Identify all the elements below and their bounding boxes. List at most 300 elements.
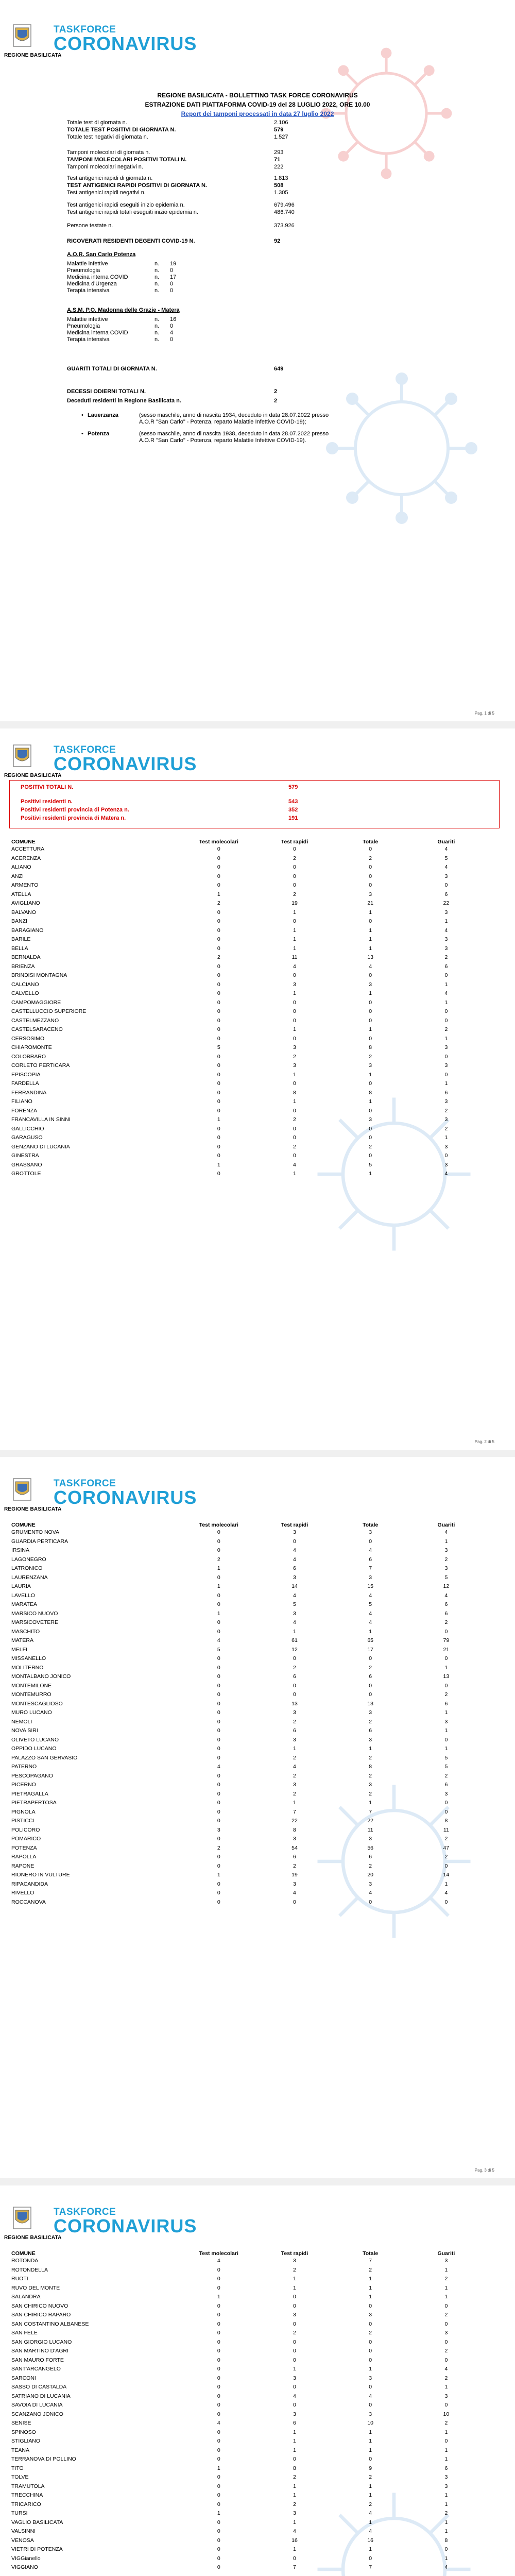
table-row [10,1088,484,1097]
table-cell: 4 [217,1764,220,1770]
table-row [10,899,484,908]
table-cell: 8 [444,1818,448,1824]
table-row [10,1016,484,1025]
table-cell: 1 [293,909,296,916]
table-cell: 0 [444,1008,448,1015]
table-row [10,1106,484,1115]
comune-name: GROTTOLE [11,1171,41,1177]
table-cell: 0 [217,1574,220,1581]
table-cell: 2 [369,2501,372,2507]
table-cell: 7 [293,1808,296,1815]
table-cell: 0 [217,1890,220,1896]
table-cell: 3 [293,1574,296,1581]
table-cell: 1 [369,990,372,997]
table-body [10,1528,484,1907]
table-cell: 0 [217,2393,220,2399]
table-row [10,944,484,953]
table-cell: 1 [369,909,372,916]
table-row [10,1835,484,1844]
table-cell: 1 [444,2384,448,2391]
col-gua: Guariti [437,1521,455,1528]
comune-name: BARAGIANO [11,927,44,934]
ward-n: n. [154,274,160,280]
comune-name: LAVELLO [11,1592,35,1599]
table-cell: 1 [217,2510,220,2517]
table-cell: 2 [369,2330,372,2336]
table-cell: 1 [444,2555,448,2562]
comune-name: FERRANDINA [11,1089,47,1096]
table-cell: 0 [293,1899,296,1905]
table-cell: 1 [369,2546,372,2553]
table-cell: 0 [217,1700,220,1707]
comune-name: SATRIANO DI LUCANIA [11,2393,71,2399]
comune-name: MONTEMURRO [11,1691,52,1698]
table-cell: 0 [217,2483,220,2489]
table-cell: 15 [367,1583,373,1590]
table-cell: 3 [369,1529,372,1536]
table-cell: 2 [444,2276,448,2282]
table-cell: 0 [217,2438,220,2445]
comune-name: FORENZA [11,1107,38,1114]
asm-title: A.S.M. P.O. Madonna delle Grazie - Matera [67,307,180,313]
comune-name: RIVELLO [11,1890,35,1896]
table-row [10,1672,484,1682]
comune-name: CERSOSIMO [11,1035,45,1042]
table-cell: 0 [293,1125,296,1132]
table-cell: 0 [293,882,296,889]
table-row [10,989,484,998]
table-row [10,1034,484,1043]
table-cell: 0 [217,864,220,871]
table-cell: 0 [293,1538,296,1545]
table-cell: 3 [293,1836,296,1842]
table-header-row [10,2247,484,2257]
table-cell: 47 [443,1844,450,1851]
table-cell: 1 [444,2528,448,2535]
table-cell: 0 [217,882,220,889]
comune-name: CASTELLUCCIO SUPERIORE [11,1008,87,1015]
table-cell: 19 [291,900,298,907]
comune-name: SAN MAURO FORTE [11,2357,64,2363]
comune-name: GENZANO DI LUCANIA [11,1143,70,1150]
table-cell: 0 [217,1125,220,1132]
table-cell: 2 [293,1772,296,1779]
table-cell: 0 [217,2429,220,2435]
table-cell: 0 [217,963,220,970]
death-1-text: (sesso maschile, anno di nascita 1934, deceduto in data 28.07.2022 presso A.O.R "San Carlo" - Potenza, reparto Malattie Infettive COVID-19); [139,412,329,425]
table-cell: 1 [293,1071,296,1078]
table-cell: 0 [217,1035,220,1042]
table-cell: 0 [217,846,220,853]
table-cell: 14 [291,1583,298,1590]
table-cell: 13 [443,1673,450,1680]
table-cell: 7 [293,2564,296,2571]
stat-rap-pos-value: 508 [274,182,284,189]
table-cell: 2 [293,1790,296,1797]
page-number: Pag. 3 di 5 [474,2168,494,2173]
table-row [10,1799,484,1808]
table-cell: 2 [217,900,220,907]
table-cell: 1 [369,1098,372,1105]
table-row [10,2428,484,2437]
col-gua: Guariti [437,2250,455,2257]
totale-tot [333,2572,408,2576]
table-cell: 0 [217,972,220,979]
table-cell: 0 [217,1754,220,1761]
table-cell: 0 [369,1682,372,1689]
table-cell: 5 [369,1161,372,1168]
report-title-3[interactable]: Report dei tamponi processati in data 27 luglio 2022 [181,110,334,117]
table-cell: 2 [217,1844,220,1851]
ward-label: Malattie infettive [67,261,108,267]
stat-rap-pos-label: TEST ANTIGENICI RAPIDI POSITIVI DI GIORNATA N. [67,182,207,189]
comune-name: MASCHITO [11,1628,40,1635]
stat-rap-totali-label: Test antigenici rapidi totali eseguiti inizio epidemia n. [67,209,198,215]
table-cell: 1 [293,2519,296,2526]
table-cell: 6 [369,1854,372,1860]
table-cell: 10 [367,2420,373,2427]
totale-mol [181,2572,256,2576]
table-cell: 4 [369,1619,372,1626]
comune-name: PICERNO [11,1782,36,1788]
table-cell: 3 [369,1782,372,1788]
table-cell: 3 [369,1836,372,1842]
death-2-place: Potenza [88,431,110,437]
ward-n: n. [154,336,160,343]
table-cell: 1 [369,2519,372,2526]
table-cell: 1 [369,1800,372,1806]
table-cell: 6 [369,1727,372,1734]
table-cell: 3 [444,1161,448,1168]
table-cell: 65 [367,1637,373,1644]
table-cell: 4 [217,2258,220,2264]
table-row [10,1726,484,1736]
table-cell: 16 [367,2537,373,2544]
table-cell: 17 [367,1646,373,1653]
col-comune: COMUNE [11,838,36,845]
table-row [10,2374,484,2383]
table-cell: 1 [369,945,372,952]
comune-name: SAN GIORGIO LUCANO [11,2338,72,2345]
table-row [10,1627,484,1636]
comune-name: TRICARICO [11,2501,41,2507]
table-cell: 0 [369,873,372,879]
table-cell: 21 [367,900,373,907]
table-cell: 0 [217,981,220,988]
table-row [10,1853,484,1862]
brand-bottom: CORONAVIRUS [54,33,197,54]
decessi-value: 2 [274,388,278,395]
table-cell: 0 [369,1080,372,1087]
table-cell: 5 [444,1574,448,1581]
table-row [10,2563,484,2572]
table-cell: 0 [293,918,296,925]
comune-name: SAN CHIRICO NUOVO [11,2302,68,2309]
table-cell: 0 [293,999,296,1006]
comune-name: LATRONICO [11,1565,43,1572]
comune-name: RIPACANDIDA [11,1880,48,1887]
table-cell: 0 [444,1153,448,1159]
table-cell: 4 [293,963,296,970]
table-row [10,1007,484,1016]
table-cell: 2 [444,2375,448,2381]
table-cell: 1 [444,1709,448,1716]
stat-total-positivi-value: 579 [274,127,284,133]
table-row [10,1663,484,1672]
comune-name: LAURIA [11,1583,31,1590]
ward-label: Malattie infettive [67,316,108,323]
table-row [10,1043,484,1053]
table-cell: 3 [444,873,448,879]
comune-name: SASSO DI CASTALDA [11,2384,67,2391]
table-row [10,1142,484,1151]
table-cell: 0 [217,1880,220,1887]
table-cell: 0 [369,1017,372,1024]
table-cell: 1 [217,1116,220,1123]
table-cell: 2 [369,1772,372,1779]
table-cell: 0 [444,1899,448,1905]
comune-name: SPINOSO [11,2429,36,2435]
table-cell: 0 [217,1709,220,1716]
table-cell: 1 [293,936,296,943]
table-cell: 0 [217,2338,220,2345]
table-cell: 0 [444,1808,448,1815]
table-cell: 6 [444,891,448,897]
table-cell: 3 [444,1790,448,1797]
table-cell: 2 [293,2474,296,2481]
table-row [10,1781,484,1790]
table-row [10,1708,484,1718]
comuni-table [10,1519,484,1907]
comune-name: LAGONEGRO [11,1556,46,1563]
table-cell: 3 [293,1709,296,1716]
pos-res-value: 543 [288,799,298,805]
col-rap: Test rapidi [281,838,308,845]
table-cell: 0 [444,1800,448,1806]
col-mol: Test molecolari [199,838,238,845]
table-cell: 0 [293,2320,296,2327]
table-cell: 3 [444,2330,448,2336]
comune-name: PISTICCI [11,1818,35,1824]
decessi-label: DECESSI ODIERNI TOTALI N. [67,388,146,395]
table-cell: 7 [369,1808,372,1815]
col-rap: Test rapidi [281,2250,308,2257]
table-cell: 1 [293,1745,296,1752]
table-cell: 1 [293,1026,296,1033]
table-cell: 2 [444,1107,448,1114]
table-cell: 0 [369,1008,372,1015]
comune-name: MURO LUCANO [11,1709,52,1716]
table-cell: 4 [369,1592,372,1599]
table-cell: 2 [369,1053,372,1060]
table-cell: 5 [444,855,448,861]
table-cell: 1 [217,1872,220,1878]
table-cell: 0 [369,2357,372,2363]
table-row [10,1555,484,1564]
table-cell: 2 [444,2348,448,2354]
table-cell: 0 [217,1053,220,1060]
table-body [10,845,484,1179]
table-cell: 79 [443,1637,450,1644]
table-cell: 4 [369,963,372,970]
ward-value: 0 [170,336,174,343]
table-cell: 0 [217,1655,220,1662]
table-cell: 0 [293,2456,296,2463]
table-cell: 13 [367,1700,373,1707]
table-cell: 0 [217,1547,220,1554]
comune-name: EPISCOPIA [11,1071,41,1078]
header-logo [4,2206,210,2241]
table-row [10,1843,484,1853]
ward-value: 17 [170,274,177,280]
table-row [10,1025,484,1035]
table-cell: 0 [217,1899,220,1905]
table-cell: 3 [293,981,296,988]
comune-name: MATERA [11,1637,33,1644]
table-cell: 0 [369,1125,372,1132]
table-cell: 4 [444,927,448,934]
table-cell: 3 [293,1782,296,1788]
comune-name: ROTONDA [11,2258,39,2264]
table-cell: 0 [217,2456,220,2463]
table-cell: 4 [444,2564,448,2571]
table-row [10,2257,484,2266]
table-cell: 12 [443,1583,450,1590]
table-row [10,2365,484,2374]
table-row [10,2518,484,2527]
ward-label: Terapia intensiva [67,287,110,294]
table-row [10,845,484,854]
table-cell: 0 [217,1736,220,1743]
table-cell: 2 [217,954,220,961]
stat-total-test-value: 2.106 [274,120,288,126]
table-row [10,1618,484,1628]
comune-name: SARCONI [11,2375,36,2381]
stat-mol-label: Tamponi molecolari di giornata n. [67,149,150,156]
table-cell: 1 [293,2483,296,2489]
table-cell: 0 [444,2357,448,2363]
table-cell: 0 [293,1035,296,1042]
table-cell: 6 [369,1673,372,1680]
table-cell: 0 [444,2438,448,2445]
table-cell: 0 [293,1134,296,1141]
table-header-row [10,1519,484,1528]
table-cell: 1 [293,990,296,997]
table-cell: 6 [293,1565,296,1572]
persone-testate-value: 373.926 [274,223,295,229]
table-cell: 0 [217,927,220,934]
table-cell: 0 [217,2546,220,2553]
comuni-table [10,836,484,1178]
table-cell: 0 [444,2320,448,2327]
table-cell: 0 [217,2474,220,2481]
table-cell: 0 [217,1727,220,1734]
death-2-text: (sesso maschile, anno di nascita 1938, deceduto in data 28.07.2022 presso A.O.R "San Carlo" - Potenza, reparto Malattie Infettive COVID-19). [139,431,329,444]
death-bullet-icon: • [81,431,83,437]
table-cell: 3 [293,2312,296,2318]
table-cell: 2 [444,1026,448,1033]
table-cell: 0 [217,1664,220,1671]
table-row [10,1825,484,1835]
table-row [10,953,484,962]
table-cell: 11 [291,954,298,961]
comune-name: VIETRI DI POTENZA [11,2546,63,2553]
table-row [10,1861,484,1871]
table-row [10,1061,484,1071]
comune-name: MONTALBANO JONICO [11,1673,71,1680]
table-cell: 0 [293,1691,296,1698]
table-row [10,2319,484,2329]
table-row [10,2464,484,2473]
table-cell: 0 [369,918,372,925]
table-cell: 0 [217,1718,220,1725]
comune-name: SANT'ARCANGELO [11,2366,61,2372]
table-cell: 1 [444,999,448,1006]
stat-total-positivi-label: TOTALE TEST POSITIVI DI GIORNATA N. [67,127,176,133]
page-number: Pag. 1 di 5 [474,711,494,716]
table-cell: 1 [369,2276,372,2282]
table-row [10,998,484,1007]
table-cell: 3 [444,1044,448,1051]
table-cell: 4 [217,1637,220,1644]
ward-label: Pneumologia [67,323,100,329]
aor-title: A.O.R. San Carlo Potenza [67,251,136,258]
table-cell: 0 [217,2357,220,2363]
table-cell: 0 [217,1862,220,1869]
table-cell: 0 [369,2348,372,2354]
table-cell: 0 [217,1143,220,1150]
col-mol: Test molecolari [199,1521,238,1528]
table-cell: 0 [369,1655,372,1662]
ward-label: Medicina interna COVID [67,330,128,336]
table-cell: 0 [217,1745,220,1752]
table-cell: 13 [291,1700,298,1707]
table-cell: 2 [293,2266,296,2273]
table-cell: 22 [443,900,450,907]
table-cell: 3 [293,2411,296,2417]
table-row [10,1654,484,1664]
table-cell: 4 [444,2366,448,2372]
table-cell: 0 [293,2294,296,2300]
comune-name: TURSI [11,2510,28,2517]
table-cell: 1 [369,2447,372,2453]
brand-top: TASKFORCE [54,1478,116,1489]
stat-rap-inizio-value: 679.496 [274,202,295,208]
table-cell: 0 [369,864,372,871]
table-cell: 1 [293,927,296,934]
table-cell: 0 [217,2564,220,2571]
table-cell: 6 [444,1610,448,1617]
table-cell: 11 [367,1826,373,1833]
table-row [10,1115,484,1125]
table-cell: 1 [293,2276,296,2282]
guariti-value: 649 [274,366,284,372]
ward-n: n. [154,323,160,329]
comune-name: NOVA SIRI [11,1727,38,1734]
table-cell: 2 [293,2330,296,2336]
table-cell: 0 [369,1107,372,1114]
table-cell: 8 [369,1764,372,1770]
table-cell: 3 [444,1116,448,1123]
table-cell: 1 [369,2492,372,2499]
table-cell: 0 [444,1017,448,1024]
taskforce-brand [54,2207,197,2235]
table-cell: 1 [444,981,448,988]
comune-name: FILIANO [11,1098,32,1105]
table-row [10,1717,484,1726]
table-cell: 21 [443,1646,450,1653]
table-cell: 3 [444,2483,448,2489]
